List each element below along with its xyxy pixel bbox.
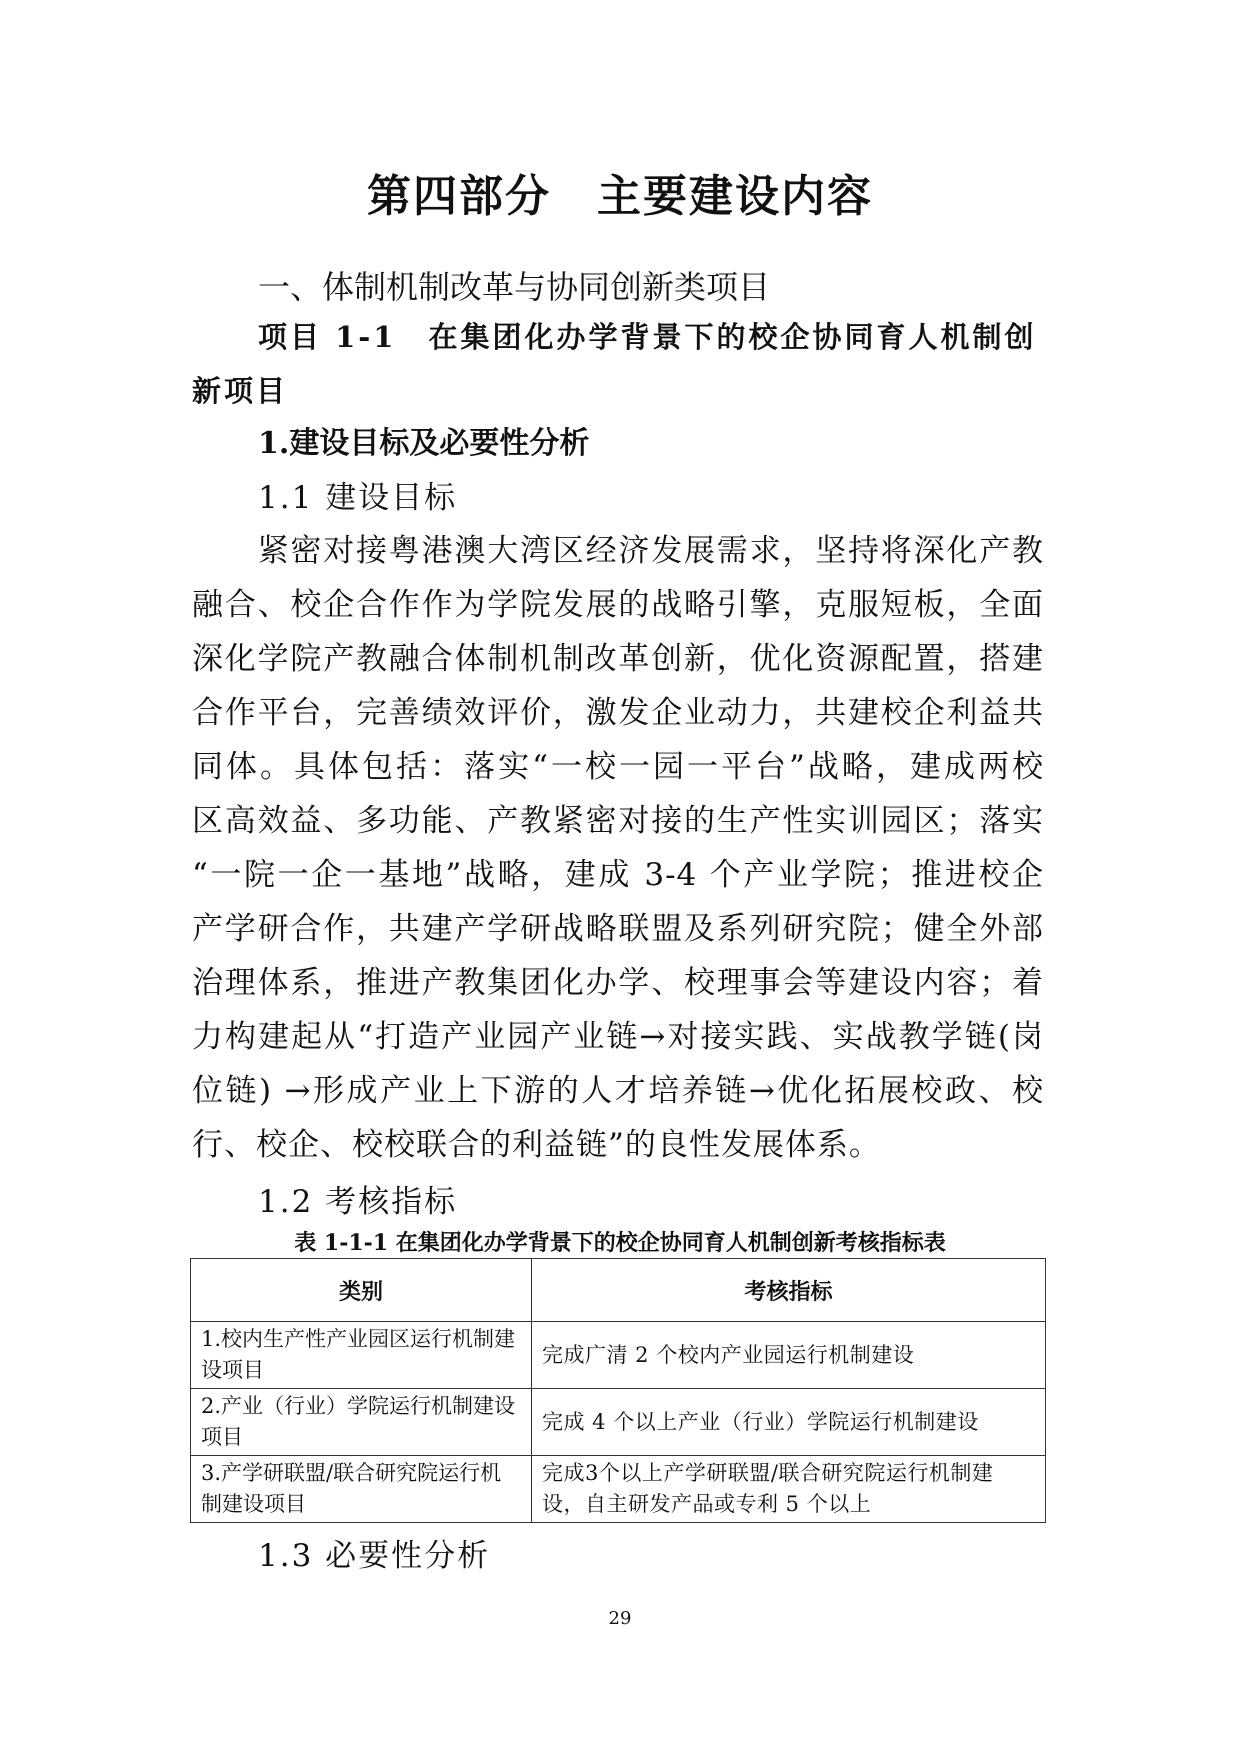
table-header-indicator: 考核指标 [532, 1259, 1046, 1322]
table-cell-indicator: 完成3个以上产学研联盟/联合研究院运行机制建设，自主研发产品或专利 5 个以上 [532, 1456, 1046, 1523]
subsection-1-2-heading: 1.2 考核指标 [258, 1184, 458, 1220]
table-cell-category: 1.校内生产性产业园区运行机制建设项目 [191, 1322, 532, 1389]
table-caption: 表 1-1-1 在集团化办学背景下的校企协同育人机制创新考核指标表 [294, 1230, 946, 1256]
project-heading-line2: 新项目 [192, 374, 289, 408]
kpi-table [190, 1258, 1046, 1523]
table-row [191, 1456, 1046, 1523]
paragraph-line: “一院一企一基地”战略，建成 3-4 个产业学院；推进校企 [192, 857, 1044, 893]
paragraph-line: 治理体系，推进产教集团化办学、校理事会等建设内容；着 [192, 965, 1044, 1001]
table-cell-category: 3.产学研联盟/联合研究院运行机制建设项目 [191, 1456, 532, 1523]
paragraph-line: 位链) →形成产业上下游的人才培养链→优化拓展校政、校 [192, 1073, 1044, 1109]
paragraph-line: 紧密对接粤港澳大湾区经济发展需求，坚持将深化产教 [192, 533, 1044, 569]
subsection-heading: 1.建设目标及必要性分析 [258, 426, 590, 461]
paragraph-line: 同体。具体包括：落实“一校一园一平台”战略，建成两校 [192, 749, 1044, 785]
subsection-1-1-heading: 1.1 建设目标 [258, 480, 458, 516]
paragraph-line: 产学研合作，共建产学研战略联盟及系列研究院；健全外部 [192, 911, 1044, 947]
table-cell-indicator: 完成广清 2 个校内产业园运行机制建设 [532, 1322, 1046, 1389]
subsection-1-3-heading: 1.3 必要性分析 [258, 1538, 491, 1574]
paragraph-line: 力构建起从“打造产业园产业链→对接实践、实战教学链(岗 [192, 1019, 1044, 1055]
table-cell-category: 2.产业（行业）学院运行机制建设项目 [191, 1389, 532, 1456]
table-row [191, 1322, 1046, 1389]
paragraph-line: 深化学院产教融合体制机制改革创新，优化资源配置，搭建 [192, 641, 1044, 677]
table-header-category: 类别 [191, 1259, 532, 1322]
table-cell-indicator: 完成 4 个以上产业（行业）学院运行机制建设 [532, 1389, 1046, 1456]
table-header-row [191, 1259, 1046, 1322]
page-title: 第四部分 主要建设内容 [367, 171, 873, 222]
paragraph-line: 区高效益、多功能、产教紧密对接的生产性实训园区；落实 [192, 803, 1044, 839]
table-row [191, 1389, 1046, 1456]
paragraph-line: 融合、校企合作作为学院发展的战略引擎，克服短板，全面 [192, 587, 1044, 623]
project-heading-line1: 项目 1-1 在集团化办学背景下的校企协同育人机制创 [258, 320, 1037, 354]
section-heading: 一、体制机制改革与协同创新类项目 [258, 268, 771, 306]
page-number: 29 [608, 1608, 632, 1629]
paragraph-line: 合作平台，完善绩效评价，激发企业动力，共建校企利益共 [192, 695, 1044, 731]
paragraph-line: 行、校企、校校联合的利益链”的良性发展体系。 [192, 1127, 881, 1163]
